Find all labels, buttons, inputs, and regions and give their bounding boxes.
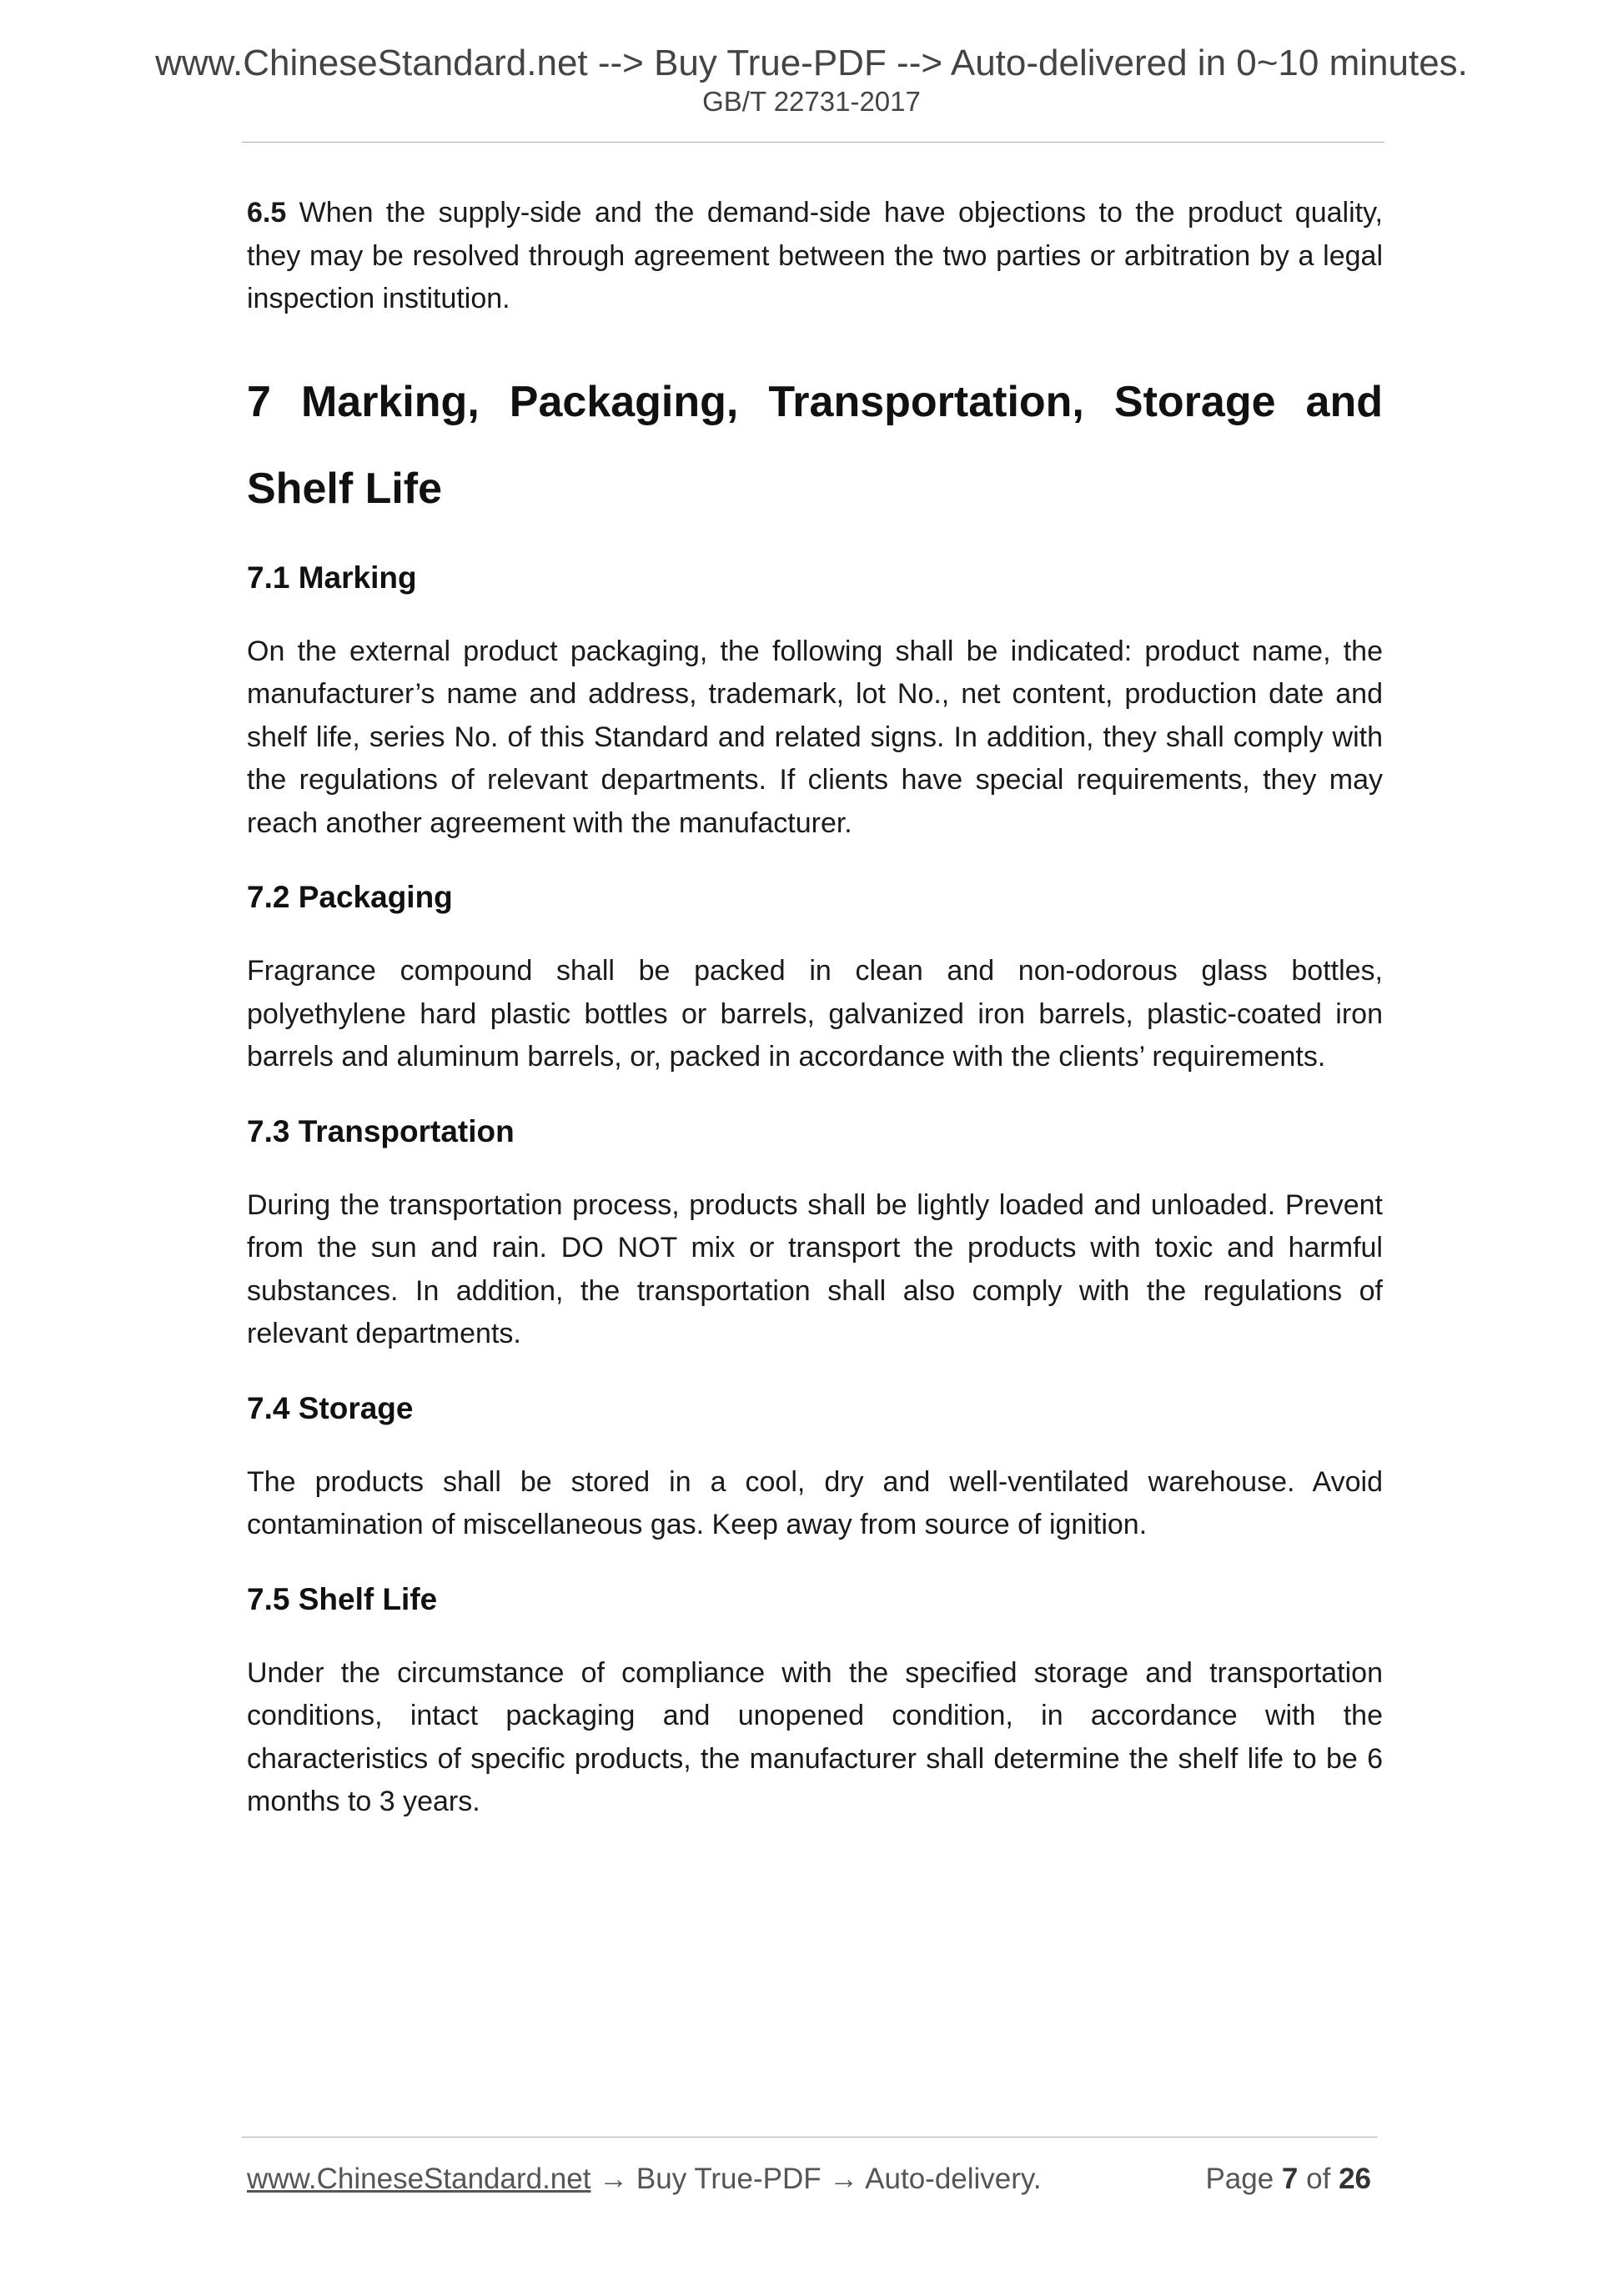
page-footer [247, 2158, 1378, 2200]
clause-6-5-number: 6.5 [247, 197, 287, 229]
section-7-1-heading: 7.1 Marking [247, 560, 417, 595]
footer-tagline: → Buy True-PDF → Auto-delivery. [590, 2163, 1042, 2195]
section-7-5-text: Under the circumstance of compliance with the specified storage and transportation conditions, intact packaging and unopened condition, in accordance with the characteristics of specific products, the manufacturer shall determine the shelf life to be 6 months to 3 years. [247, 1656, 1383, 1817]
page-total: 26 [1339, 2163, 1371, 2195]
section-7-2-heading: 7.2 Packaging [247, 880, 453, 914]
clause-6-5 [247, 192, 1383, 321]
section-7-3-heading: 7.3 Transportation [247, 1113, 515, 1148]
page-content [247, 192, 1383, 1824]
section-7-3-text: During the transportation process, products shall be lightly loaded and unloaded. Prevent from the sun and rain. DO NOT mix or transport the products with toxic and harmful substances. In addition, the transportation shall also comply with the regulations of relevant departments. [247, 1188, 1383, 1349]
footer-divider [242, 2137, 1378, 2138]
section-7-1-text: On the external product packaging, the following shall be indicated: product name, the manufacturer’s name and address, trademark, lot No., net content, production date and shelf life, series No. of this Standard and related signs. In addition, they shall comply with the regulations of relevant departments. If clients have special requirements, they may reach another agreement with the manufacturer. [247, 635, 1383, 839]
page-current: 7 [1281, 2163, 1299, 2195]
section-7-2-text: Fragrance compound shall be packed in clean and non-odorous glass bottles, polyethylene hard plastic bottles or barrels, galvanized iron barrels, plastic-coated iron barrels and aluminum barrels, or, packed in accordance with the clients’ requirements. [247, 955, 1383, 1073]
header-banner: www.ChineseStandard.net --> Buy True-PDF --> Auto-delivered in 0~10 minutes. [155, 43, 1468, 83]
section-7-4-heading: 7.4 Storage [247, 1390, 414, 1425]
section-7-4-text: The products shall be stored in a cool, dry and well-ventilated warehouse. Avoid contamination of miscellaneous gas. Keep away from source of ignition. [247, 1465, 1383, 1540]
standard-number: GB/T 22731-2017 [702, 86, 921, 117]
page-indicator [1205, 2158, 1371, 2200]
section-7-heading: 7 Marking, Packaging, Transportation, Storage and Shelf Life [247, 377, 1383, 513]
page-label: Page [1205, 2163, 1274, 2195]
page-of-label: of [1306, 2163, 1331, 2195]
footer-site-link[interactable]: www.ChineseStandard.net [247, 2163, 591, 2195]
section-7-5-heading: 7.5 Shelf Life [247, 1581, 438, 1616]
header-divider [242, 142, 1384, 143]
clause-6-5-text: When the supply-side and the demand-side have objections to the product quality, they may be resolved through agreement between the two parties or arbitration by a legal inspection institution. [247, 197, 1383, 314]
